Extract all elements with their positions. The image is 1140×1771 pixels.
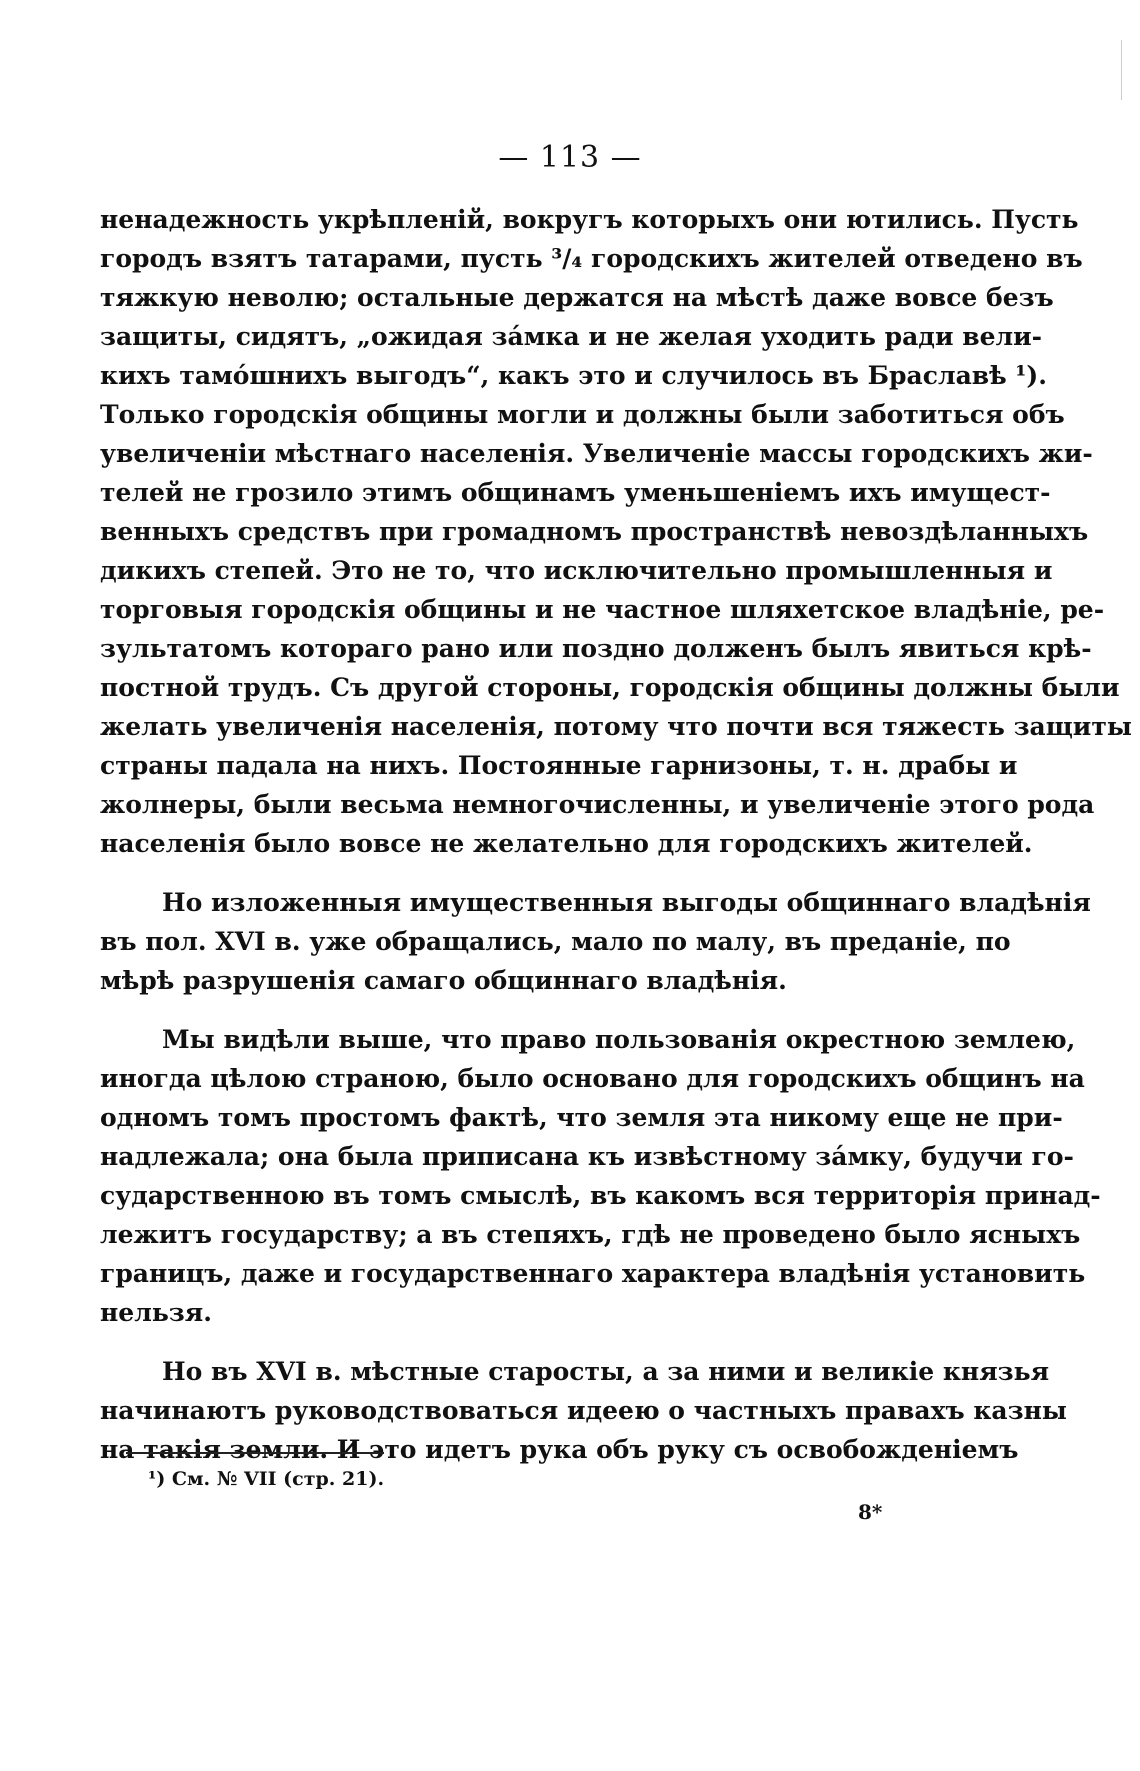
text-line: желать увеличенія населенія, потому что почти вся тяжесть защиты: [100, 712, 1132, 741]
text-line: лежитъ государству; а въ степяхъ, гдѣ не проведено было ясныхъ: [100, 1220, 1081, 1249]
text-line: мѣрѣ разрушенія самаго общиннаго владѣнія.: [100, 966, 787, 995]
text-line: Но въ XVI в. мѣстные старосты, а за ними и великіе князья: [162, 1357, 1050, 1386]
paragraph: [100, 883, 1091, 1000]
text-line: начинаютъ руководствоваться идеею о частныхъ правахъ казны: [100, 1396, 1067, 1425]
text-line: Но изложенныя имущественныя выгоды общиннаго владѣнія: [162, 888, 1091, 917]
text-line: одномъ томъ простомъ фактѣ, что земля эта никому еще не при-: [100, 1103, 1063, 1132]
text-line: зультатомъ котораго рано или поздно долженъ былъ явиться крѣ-: [100, 634, 1092, 663]
text-line: границъ, даже и государственнаго характера владѣнія установить: [100, 1259, 1086, 1288]
text-line: страны падала на нихъ. Постоянные гарнизоны, т. н. драбы и: [100, 751, 1018, 780]
text-line: иногда цѣлою страною, было основано для городскихъ общинъ на: [100, 1064, 1085, 1093]
text-line: ненадежность укрѣпленій, вокругъ которыхъ они ютились. Пусть: [100, 205, 1079, 234]
footnote: ¹) См. № VII (стр. 21).: [148, 1468, 385, 1490]
main-text: [100, 200, 1132, 1469]
page-number: — 113 —: [498, 140, 642, 175]
text-line: городъ взятъ татарами, пусть ³/₄ городскихъ жителей отведено въ: [100, 244, 1083, 273]
text-line: тяжкую неволю; остальные держатся на мѣстѣ даже вовсе безъ: [100, 283, 1054, 312]
text-line: нельзя.: [100, 1298, 212, 1327]
text-line: жолнеры, были весьма немногочисленны, и увеличеніе этого рода: [100, 790, 1095, 819]
paragraph-gap: [100, 1332, 920, 1352]
text-line: телей не грозило этимъ общинамъ уменьшеніемъ ихъ имущест-: [100, 478, 1051, 507]
text-line: Только городскія общины могли и должны были заботиться объ: [100, 400, 1065, 429]
text-line: кихъ тамóшнихъ выгодъ“, какъ это и случилось въ Браславѣ ¹).: [100, 361, 1047, 390]
text-line: въ пол. XVI в. уже обращались, мало по малу, въ преданіе, по: [100, 927, 1011, 956]
text-line: населенія было вовсе не желательно для городскихъ жителей.: [100, 829, 1033, 858]
paragraph-gap: [100, 863, 920, 883]
text-line: дикихъ степей. Это не то, что исключительно промышленныя и: [100, 556, 1053, 585]
paragraph: [100, 1020, 1101, 1332]
text-line: увеличеніи мѣстнаго населенія. Увеличеніе массы городскихъ жи-: [100, 439, 1093, 468]
text-line: Мы видѣли выше, что право пользованія окрестною землею,: [162, 1025, 1076, 1054]
text-line: на такія земли. И это идетъ рука объ руку съ освобожденіемъ: [100, 1435, 1019, 1464]
scan-edge-mark: [1121, 40, 1122, 100]
text-line: венныхъ средствъ при громадномъ пространствѣ невоздѣланныхъ: [100, 517, 1089, 546]
printer-signature-mark: 8*: [858, 1500, 883, 1524]
text-line: торговыя городскія общины и не частное шляхетское владѣніе, ре-: [100, 595, 1105, 624]
text-line: надлежала; она была приписана къ извѣстному зáмку, будучи го-: [100, 1142, 1074, 1171]
paragraph: [100, 200, 1132, 863]
text-line: сударственною въ томъ смыслѣ, въ какомъ вся территорія принад-: [100, 1181, 1101, 1210]
footnote-divider: [126, 1452, 384, 1454]
paragraph-gap: [100, 1000, 920, 1020]
text-line: постной трудъ. Съ другой стороны, городскія общины должны были: [100, 673, 1120, 702]
text-line: защиты, сидятъ, „ожидая зáмка и не желая уходить ради вели-: [100, 322, 1043, 351]
